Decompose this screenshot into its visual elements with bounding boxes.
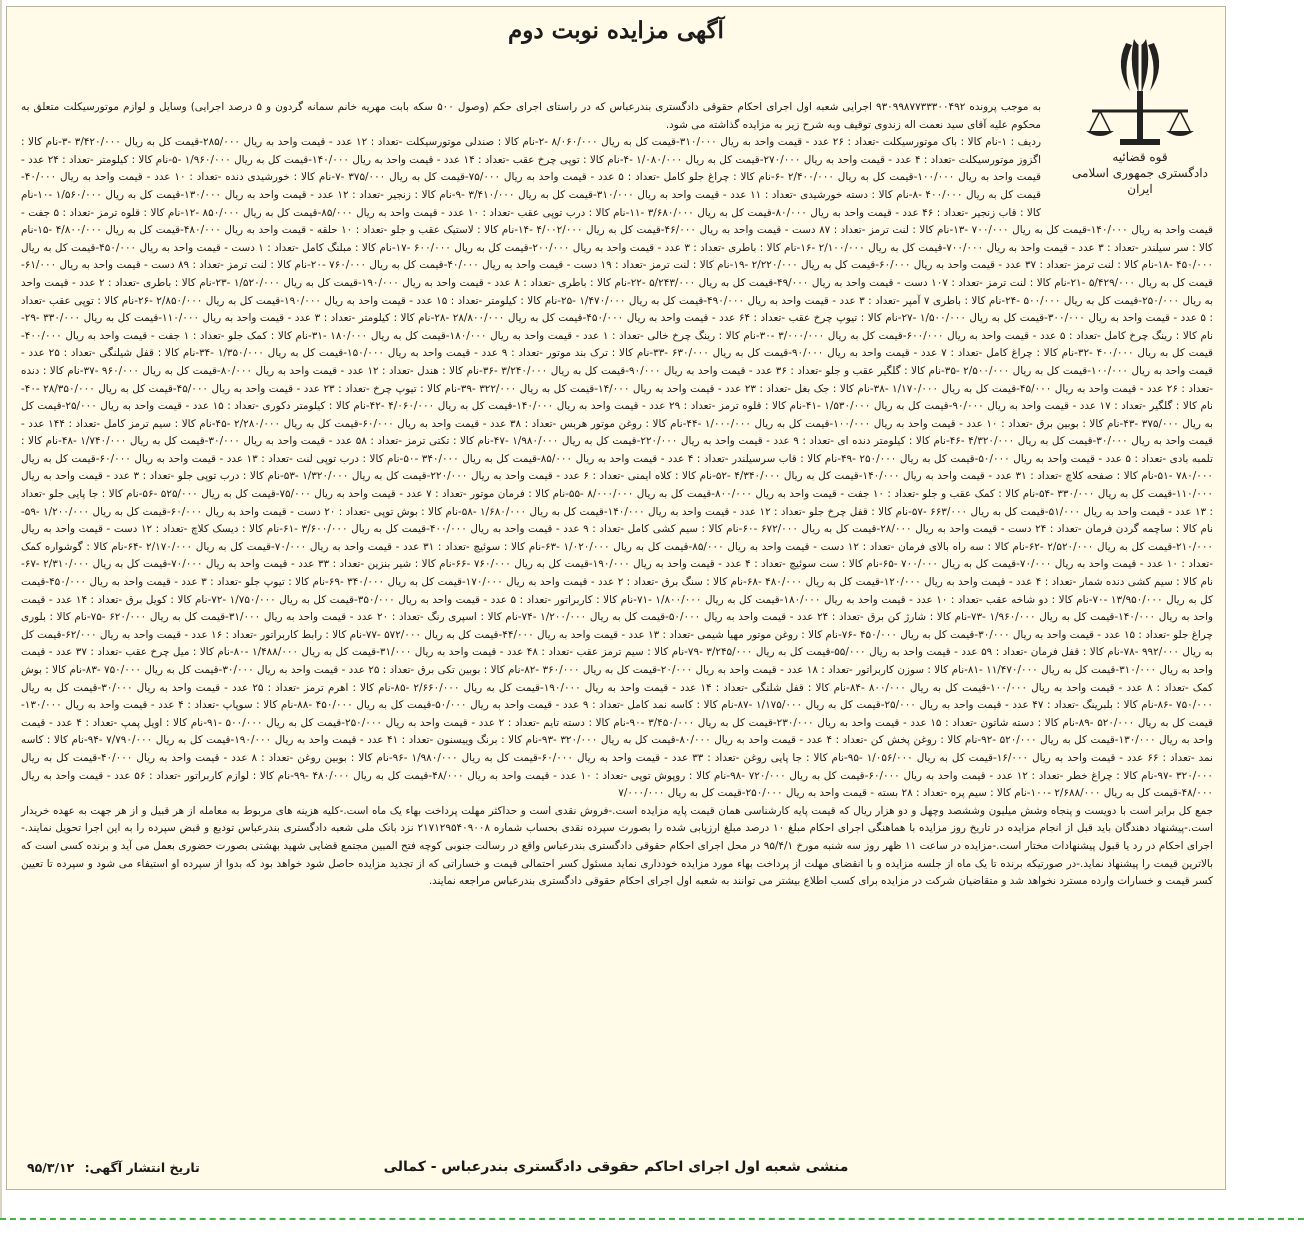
notice-signature: منشی شعبه اول اجرای احاکم حقوقی دادگستری بندرعباس - کمالی — [383, 1159, 849, 1175]
notice-footer — [7, 1157, 1225, 1183]
page-edge-rule — [0, 0, 2, 1218]
publication-date-value: ۹۵/۳/۱۲ — [27, 1160, 75, 1175]
emblem-caption-ministry: دادگستری جمهوری اسلامی ایران — [1072, 166, 1208, 196]
notice-intro: به موجب پرونده ۹۳۰۹۹۸۷۷۳۳۳۰۰۴۹۲ اجرایی شعبه اول اجرای احکام حقوقی دادگستری بندرعباس که در راستای اجرای حکم (وصول ۵۰۰ سکه بابت مهریه خانم سمانه گردون و ۵ درصد اجرایی) وسایل و لوازم موتورسیکلت متعلق به محکوم علیه آقای سید نعمت اله زندوی توقیف وبه شرح زیر به مزایده گذاشته می شود. — [21, 101, 1041, 131]
publication-date-label: تاریخ انتشار آگهی: — [84, 1160, 200, 1175]
publication-date — [27, 1160, 200, 1175]
next-notice-border — [0, 1218, 1304, 1248]
auction-items-list: ردیف : ۱-نام کالا : باک موتورسیکلت -تعداد : ۲۶ عدد - قیمت واحد به ریال ۳۱۰/۰۰۰-قیمت کل به ریال ۸/۰۶۰/۰۰۰ -۲-نام کالا : صندلی موتورسیکلت -تعداد : ۱۲ عدد - قیمت واحد به ریال ۲۸۵/۰۰۰-قیمت کل به ریال ۳/۴۲۰/۰۰۰ -۳-نام کالا : اگزوز موتورسیکلت -تعداد : ۴ عدد - قیمت واحد به ریال ۲۷۰/۰۰۰-قیمت کل به ریال ۱/۰۸۰/۰۰۰ -۴-نام کالا : توپی چرخ عقب -تعداد : ۱۴ عدد - قیمت واحد به ریال ۱۴۰/۰۰۰-قیمت کل به ریال ۱/۹۶۰/۰۰۰ -۵-نام کالا : کیلومتر -تعداد : ۲۴ عدد - قیمت واحد به ریال ۱۰۰/۰۰۰-قیمت کل به ریال ۲/۴۰۰/۰۰۰ -۶-نام کالا : چراغ جلو کامل -تعداد : ۵ عدد - قیمت واحد به ریال ۷۵/۰۰۰-قیمت کل به ریال ۳۷۵/۰۰۰ -۷-نام کالا : خورشیدی دنده -تعداد : ۱۰ عدد - قیمت واحد به ریال ۴۰/۰۰۰-قیمت کل به ریال ۴۰۰/۰۰۰ -۸-نام کالا : دسته خورشیدی -تعداد : ۱۱ عدد - قیمت واحد به ریال ۳۱۰/۰۰۰-قیمت کل به ریال ۳/۴۱۰/۰۰۰ -۹-نام کالا : زنجیر -تعداد : ۱۲ عدد - قیمت واحد به ریال ۱۳۰/۰۰۰-قیمت کل به ریال ۱/۵۶۰/۰۰۰ -۱۰-نام کالا : قاب زنجیر -تعداد : ۴۶ عدد - قیمت واحد به ریال ۸۰/۰۰۰-قیمت کل به ریال ۳/۶۸۰/۰۰۰ -۱۱-نام کالا : درب توپی عقب -تعداد : ۱۰ عدد - قیمت واحد به ریال ۸۵/۰۰۰-قیمت کل به ریال ۸۵۰/۰۰۰ -۱۲-نام کالا : قلوه ترمز -تعداد : ۵ جفت - قیمت واحد به ریال ۱۴۰/۰۰۰-قیمت کل به ریال ۷۰۰/۰۰۰ -۱۳-نام کالا : لنت ترمز -تعداد : ۸۷ دست - قیمت واحد به ریال ۴۶/۰۰۰-قیمت کل به ریال ۴/۰۰۲/۰۰۰ -۱۴-نام کالا : لاستیک عقب و جلو -تعداد : ۱۰ حلقه - قیمت واحد به ریال ۴۸۰/۰۰۰-قیمت کل به ریال ۴/۸۰۰/۰۰۰ -۱۵-نام کالا : سر سیلندر -تعداد : ۳ عدد - قیمت واحد به ریال ۷۰۰/۰۰۰-قیمت کل به ریال ۲/۱۰۰/۰۰۰ -۱۶-نام کالا : باطری -تعداد : ۳ عدد - قیمت واحد به ریال ۲۰۰/۰۰۰-قیمت کل به ریال ۶۰۰/۰۰۰ -۱۷-نام کالا : مبلنگ کامل -تعداد : ۱ دست - قیمت واحد به ریال ۴۵۰/۰۰۰-قیمت کل به ریال ۴۵۰/۰۰۰ -۱۸-نام کالا : لنت ترمز -تعداد : ۳۷ عدد - قیمت واحد به ریال ۶۰/۰۰۰-قیمت کل به ریال ۲/۲۲۰/۰۰۰ -۱۹-نام کالا : لنت ترمز -تعداد : ۱۹ دست - قیمت واحد به ریال ۴۰/۰۰۰-قیمت کل به ریال ۷۶۰/۰۰۰ -۲۰-نام کالا : لنت ترمز -تعداد : ۸۹ دست - قیمت واحد به ریال ۶۱/۰۰۰-قیمت کل به ریال ۵/۴۲۹/۰۰۰ -۲۱-نام کالا : لنت ترمز -تعداد : ۱۰۷ دست - قیمت واحد به ریال ۴۹/۰۰۰-قیمت کل به ریال ۵/۲۴۳/۰۰۰ -۲۲-نام کالا : باطری -تعداد : ۸ عدد - قیمت واحد به ریال ۱۹۰/۰۰۰-قیمت کل به ریال ۱/۵۲۰/۰۰۰ -۲۳-نام کالا : باطری -تعداد : ۲ عدد - قیمت واحد به ریال ۲۵۰/۰۰۰-قیمت کل به ریال ۵۰۰/۰۰۰ -۲۴-نام کالا : باطری ۷ آمپر -تعداد : ۳ عدد - قیمت واحد به ریال ۴۹۰/۰۰۰-قیمت کل به ریال ۱/۴۷۰/۰۰۰ -۲۵-نام کالا : کیلومتر -تعداد : ۱۵ عدد - قیمت واحد به ریال ۱۹۰/۰۰۰-قیمت کل به ریال ۲/۸۵۰/۰۰۰ -۲۶-نام کالا : توپی عقب -تعداد : ۵ عدد - قیمت واحد به ریال ۳۰۰/۰۰۰-قیمت کل به ریال ۱/۵۰۰/۰۰۰ -۲۷-نام کالا : تیوپ چرخ عقب -تعداد : ۶۴ عدد - قیمت واحد به ریال ۴۵۰/۰۰۰-قیمت کل به ریال ۲۸/۸۰۰/۰۰۰ -۲۸-نام کالا : کیلومتر -تعداد : ۳ عدد - قیمت واحد به ریال ۱۱۰/۰۰۰-قیمت کل به ریال ۳۳۰/۰۰۰ -۲۹-نام کالا : رینگ چرخ کامل -تعداد : ۵ عدد - قیمت واحد به ریال ۶۰۰/۰۰۰-قیمت کل به ریال ۳/۰۰۰/۰۰۰ -۳۰-نام کالا : رینگ چرخ خالی -تعداد : ۱ عدد - قیمت واحد به ریال ۱۸۰/۰۰۰-قیمت کل به ریال ۱۸۰/۰۰۰ -۳۱-نام کالا : کمک جلو -تعداد : ۱ جفت - قیمت واحد به ریال ۴۰۰/۰۰۰-قیمت کل به ریال ۴۰۰/۰۰۰ -۳۲-نام کالا : چراغ کامل -تعداد : ۷ عدد - قیمت واحد به ریال ۹۰/۰۰۰-قیمت کل به ریال ۶۳۰/۰۰۰ -۳۳-نام کالا : ترک بند موتور -تعداد : ۹ عدد - قیمت واحد به ریال ۱۵۰/۰۰۰-قیمت کل به ریال ۱/۳۵۰/۰۰۰ -۳۴-نام کالا : قفل شیلنگی -تعداد : ۲۵ عدد - قیمت واحد به ریال ۱۰۰/۰۰۰-قیمت کل به ریال ۲/۵۰۰/۰۰۰ -۳۵-نام کالا : گلگیر عقب و جلو -تعداد : ۳۶ عدد - قیمت واحد به ریال ۹۰/۰۰۰-قیمت کل به ریال ۳/۲۴۰/۰۰۰ -۳۶-نام کالا : هندل -تعداد : ۱۲ عدد - قیمت واحد به ریال ۸۰/۰۰۰-قیمت کل به ریال ۹۶۰/۰۰۰ -۳۷-نام کالا : دنده -تعداد : ۲۶ عدد - قیمت واحد به ریال ۴۵/۰۰۰-قیمت کل به ریال ۱/۱۷۰/۰۰۰ -۳۸-نام کالا : جک بغل -تعداد : ۲۳ عدد - قیمت واحد به ریال ۱۴/۰۰۰-قیمت کل به ریال ۳۲۲/۰۰۰ -۳۹-نام کالا : تیوپ چرخ -تعداد : ۲۳ عدد - قیمت واحد به ریال ۴۵/۰۰۰-قیمت کل به ریال ۲۸/۳۵۰/۰۰۰ -۴۰-نام کالا : گلگیر -تعداد : ۱۷ عدد - قیمت واحد به ریال ۹۰/۰۰۰-قیمت کل به ریال ۱/۵۳۰/۰۰۰ -۴۱-نام کالا : قلوه ترمز -تعداد : ۲۹ عدد - قیمت واحد به ریال ۱۴۰/۰۰۰-قیمت کل به ریال ۴/۰۶۰/۰۰۰ -۴۲-نام کالا : کیلومتر دکوری -تعداد : ۱۵ عدد - قیمت واحد به ریال ۲۵/۰۰۰-قیمت کل به ریال ۳۷۵/۰۰۰ -۴۳-نام کالا : بوبین برق -تعداد : ۱۰ عدد - قیمت واحد به ریال ۱۰۰/۰۰۰-قیمت کل به ریال ۱/۰۰۰/۰۰۰ -۴۴-نام کالا : روغن موتور هربس -تعداد : ۳۸ عدد - قیمت واحد به ریال ۶۰/۰۰۰-قیمت کل به ریال ۲/۲۸۰/۰۰۰ -۴۵-نام کالا : سیم ترمز کامل -تعداد : ۱۴۴ عدد - قیمت واحد به ریال ۳۰/۰۰۰-قیمت کل به ریال ۴/۳۲۰/۰۰۰ -۴۶-نام کالا : کیلومتر دنده ای -تعداد : ۹ عدد - قیمت واحد به ریال ۲۲۰/۰۰۰-قیمت کل به ریال ۱/۹۸۰/۰۰۰ -۴۷-نام کالا : تکتی ترمز -تعداد : ۵۸ عدد - قیمت واحد به ریال ۳۰/۰۰۰-قیمت کل به ریال ۱/۷۴۰/۰۰۰ -۴۸-نام کالا : تلمبه بادی -تعداد : ۵ عدد - قیمت واحد به ریال ۵۰/۰۰۰-قیمت کل به ریال ۲۵۰/۰۰۰ -۴۹-نام کالا : قاب سرسیلندر -تعداد : ۴ عدد - قیمت واحد به ریال ۸۵/۰۰۰-قیمت کل به ریال ۳۴۰/۰۰۰ -۵۰-نام کالا : درب توپی لنت -تعداد : ۱۳ عدد - قیمت واحد به ریال ۶۰/۰۰۰-قیمت کل به ریال ۷۸۰/۰۰۰ -۵۱-نام کالا : صفحه کلاچ -تعداد : ۳۱ عدد - قیمت واحد به ریال ۱۴۰/۰۰۰-قیمت کل به ریال ۴/۳۴۰/۰۰۰ -۵۲-نام کالا : کلاه ایمنی -تعداد : ۶ عدد - قیمت واحد به ریال ۲۲۰/۰۰۰-قیمت کل به ریال ۱/۳۲۰/۰۰۰ -۵۳-نام کالا : درب توپی جلو -تعداد : ۳ عدد - قیمت واحد به ریال ۱۱۰/۰۰۰-قیمت کل به ریال ۳۳۰/۰۰۰ -۵۴-نام کالا : کمک عقب و جلو -تعداد : ۱۰ جفت - قیمت واحد به ریال ۸۰۰/۰۰۰-قیمت کل به ریال ۸/۰۰۰/۰۰۰ -۵۵-نام کالا : فرمان موتور -تعداد : ۷ عدد - قیمت واحد به ریال ۷۵/۰۰۰-قیمت کل به ریال ۵۲۵/۰۰۰ -۵۶-نام کالا : جا پایی جلو -تعداد : ۱۳ عدد - قیمت واحد به ریال ۵۱/۰۰۰-قیمت کل به ریال ۶۶۳/۰۰۰ -۵۷-نام کالا : قفل چرخ جلو -تعداد : ۱۲ عدد - قیمت واحد به ریال ۱۴۰/۰۰۰-قیمت کل به ریال ۱/۶۸۰/۰۰۰ -۵۸-نام کالا : بوش توپی -تعداد : ۲۰ دست - قیمت واحد به ریال ۶۰/۰۰۰-قیمت کل به ریال ۱/۲۰۰/۰۰۰ -۵۹-نام کالا : ساچمه گردن فرمان -تعداد : ۲۴ دست - قیمت واحد به ریال ۲۸/۰۰۰-قیمت کل به ریال ۶۷۲/۰۰۰ -۶۰-نام کالا : سیم کشی کامل -تعداد : ۹ عدد - قیمت واحد به ریال ۴۰۰/۰۰۰-قیمت کل به ریال ۳/۶۰۰/۰۰۰ -۶۱-نام کالا : دیسک کلاچ -تعداد : ۱۲ دست - قیمت واحد به ریال ۲۱۰/۰۰۰-قیمت کل به ریال ۲/۵۲۰/۰۰۰ -۶۲-نام کالا : سه راه بالای فرمان -تعداد : ۱۲ دست - قیمت واحد به ریال ۸۵/۰۰۰-قیمت کل به ریال ۱/۰۲۰/۰۰۰ -۶۳-نام کالا : سوئیچ -تعداد : ۳۱ عدد - قیمت واحد به ریال ۷۰/۰۰۰-قیمت کل به ریال ۲/۱۷۰/۰۰۰ -۶۴-نام کالا : گوشواره کمک -تعداد : ۱۰ عدد - قیمت واحد به ریال ۷۰/۰۰۰-قیمت کل به ریال ۷۰۰/۰۰۰ -۶۵-نام کالا : ست سوئیچ -تعداد : ۴ عدد - قیمت واحد به ریال ۱۹۰/۰۰۰-قیمت کل به ریال ۷۶۰/۰۰۰ -۶۶-نام کالا : شیر بنزین -تعداد : ۳۳ عدد - قیمت واحد به ریال ۷۰/۰۰۰-قیمت کل به ریال ۲/۳۱۰/۰۰۰ -۶۷-نام کالا : سیم کشی دنده شمار -تعداد : ۴ عدد - قیمت واحد به ریال ۱۲۰/۰۰۰-قیمت کل به ریال ۴۸۰/۰۰۰ -۶۸-نام کالا : سنگ برق -تعداد : ۲ عدد - قیمت واحد به ریال ۱۷۰/۰۰۰-قیمت کل به ریال ۳۴۰/۰۰۰ -۶۹-نام کالا : تیوپ جلو -تعداد : ۳ عدد - قیمت واحد به ریال ۴۵۰/۰۰۰-قیمت کل به ریال ۱۳/۹۵۰/۰۰۰ -۷۰-نام کالا : دو شاخه عقب -تعداد : ۱۰ عدد - قیمت واحد به ریال ۱۸۰/۰۰۰-قیمت کل به ریال ۱/۸۰۰/۰۰۰ -۷۱-نام کالا : کاربراتور -تعداد : ۵ عدد - قیمت واحد به ریال ۳۵۰/۰۰۰-قیمت کل به ریال ۱/۷۵۰/۰۰۰ -۷۲-نام کالا : کویل برق -تعداد : ۱۴ عدد - قیمت واحد به ریال ۱۴۰/۰۰۰-قیمت کل به ریال ۱/۹۶۰/۰۰۰ -۷۳-نام کالا : شارژ کن برق -تعداد : ۲۴ عدد - قیمت واحد به ریال ۵۰/۰۰۰-قیمت کل به ریال ۱/۲۰۰/۰۰۰ -۷۴-نام کالا : اسپری رنگ -تعداد : ۲۰ عدد - قیمت واحد به ریال ۳۱/۰۰۰-قیمت کل به ریال ۶۲۰/۰۰۰ -۷۵-نام کالا : بلوری چراغ جلو -تعداد : ۱۵ عدد - قیمت واحد به ریال ۳۰/۰۰۰-قیمت کل به ریال ۴۵۰/۰۰۰ -۷۶-نام کالا : روغن موتور مهیا شیمی -تعداد : ۱۳ عدد - قیمت واحد به ریال ۴۴/۰۰۰-قیمت کل به ریال ۵۷۲/۰۰۰ -۷۷-نام کالا : رابط کاربراتور -تعداد : ۱۶ عدد - قیمت واحد به ریال ۶۲/۰۰۰-قیمت کل به ریال ۹۹۲/۰۰۰ -۷۸-نام کالا : قفل فرمان -تعداد : ۵۹ عدد - قیمت واحد به ریال ۵۵/۰۰۰-قیمت کل به ریال ۳/۲۴۵/۰۰۰ -۷۹-نام کالا : سیم ترمز عقب -تعداد : ۴۸ عدد - قیمت واحد به ریال ۳۱/۰۰۰-قیمت کل به ریال ۱/۴۸۸/۰۰۰ -۸۰-نام کالا : میل چرخ عقب -تعداد : ۳۷ عدد - قیمت واحد به ریال ۳۱۰/۰۰۰-قیمت کل به ریال ۱۱/۴۷۰/۰۰۰ -۸۱-نام کالا : سوزن کاربراتور -تعداد : ۱۸ عدد - قیمت واحد به ریال ۲۰/۰۰۰-قیمت کل به ریال ۳۶۰/۰۰۰ -۸۲-نام کالا : بوبین تکی برق -تعداد : ۲۵ عدد - قیمت واحد به ریال ۳۰/۰۰۰-قیمت کل به ریال ۷۵۰/۰۰۰ -۸۳-نام کالا : بوش کمک -تعداد : ۸ عدد - قیمت واحد به ریال ۱۰۰/۰۰۰-قیمت کل به ریال ۸۰۰/۰۰۰ -۸۴-نام کالا : قفل شلنگی -تعداد : ۱۴ عدد - قیمت واحد به ریال ۱۹۰/۰۰۰-قیمت کل به ریال ۲/۶۶۰/۰۰۰ -۸۵-نام کالا : اهرم ترمز -تعداد : ۲۵ عدد - قیمت واحد به ریال ۳۰/۰۰۰-قیمت کل به ریال ۷۵۰/۰۰۰ -۸۶-نام کالا : بلبرینگ -تعداد : ۴۷ عدد - قیمت واحد به ریال ۲۵/۰۰۰-قیمت کل به ریال ۱/۱۷۵/۰۰۰ -۸۷-نام کالا : کاسه نمد کامل -تعداد : ۹ عدد - قیمت واحد به ریال ۵۰/۰۰۰-قیمت کل به ریال ۴۵۰/۰۰۰ -۸۸-نام کالا : سوپاپ -تعداد : ۴ عدد - قیمت واحد به ریال ۱۳۰/۰۰۰-قیمت کل به ریال ۵۲۰/۰۰۰ -۸۹-نام کالا : دسته شاتون -تعداد : ۱۵ عدد - قیمت واحد به ریال ۲۳۰/۰۰۰-قیمت کل به ریال ۳/۴۵۰/۰۰۰ -۹۰-نام کالا : دسته تایم -تعداد : ۲ عدد - قیمت واحد به ریال ۲۵۰/۰۰۰-قیمت کل به ریال ۵۰۰/۰۰۰ -۹۱-نام کالا : اویل پمپ -تعداد : ۴ عدد - قیمت واحد به ریال ۱۳۰/۰۰۰-قیمت کل به ریال ۵۲۰/۰۰۰ -۹۲-نام کالا : روغن پخش کن -تعداد : ۴ عدد - قیمت واحد به ریال ۸۰/۰۰۰-قیمت کل به ریال ۳۲۰/۰۰۰ -۹۳-نام کالا : برنگ وییسنون -تعداد : ۴۱ عدد - قیمت واحد به ریال ۱۹۰/۰۰۰-قیمت کل به ریال ۷/۷۹۰/۰۰۰ -۹۴-نام کالا : کاسه نمد -تعداد : ۶۶ عدد - قیمت واحد به ریال ۱۶/۰۰۰-قیمت کل به ریال ۱/۰۵۶/۰۰۰ -۹۵-نام کالا : جا پایی روغن -تعداد : ۳۳ عدد - قیمت واحد به ریال ۶۰/۰۰۰-قیمت کل به ریال ۱/۹۸۰/۰۰۰ -۹۶-نام کالا : بوبین روغن -تعداد : ۸ عدد - قیمت واحد به ریال ۴۰/۰۰۰-قیمت کل به ریال ۳۲۰/۰۰۰ -۹۷-نام کالا : چراغ خطر -تعداد : ۱۲ عدد - قیمت واحد به ریال ۶۰/۰۰۰-قیمت کل به ریال ۷۲۰/۰۰۰ -۹۸-نام کالا : روپوش توپی -تعداد : ۱۰ عدد - قیمت واحد به ریال ۴۸/۰۰۰-قیمت کل به ریال ۴۸۰/۰۰۰ -۹۹-نام کالا : لوازم کاربراتور -تعداد : ۵۶ عدد - قیمت واحد به ریال ۴۸/۰۰۰-قیمت کل به ریال ۲/۶۸۸/۰۰۰ -۱۰۰-نام کالا : سیم پره -تعداد : ۲۸ بسته - قیمت واحد به ریال ۲۵۰/۰۰۰-قیمت کل به ریال ۷/۰۰۰/۰۰۰ — [21, 136, 1214, 800]
emblem-spacer — [1041, 99, 1213, 221]
notice-body — [21, 99, 1213, 891]
auction-notice — [6, 6, 1226, 1190]
auction-terms: جمع کل برابر است با دویست و پنجاه وشش میلیون وششصد وچهل و دو هزار ریال که قیمت پایه کارشناسی همان قیمت پایه مزایده است.-فروش نقدی است و حداکثر مهلت پرداخت بهاء یک ماه است.-کلیه هزینه های مربوط به معامله از هر قبیل و از هر جهت به عهده خریدار است.-پیشنهاد دهندگان باید قبل از انجام مزایده در تاریخ روز مزایده با هماهنگی اجرای احکام مبلغ ۱۰ درصد مبلغ ارزیابی شده را بصورت سپرده نقدی بحساب شماره ۲۱۷۱۲۹۵۴۰۹۰۰۸ نزد بانک ملی شعبه دادگستری بندرعباس تودیع و قبض سپرده را به این اجرا تحویل نمایند.-اجرای احکام در رد یا قبول پیشنهادات مختار است.-مزایده در ساعت ۱۱ ظهر روز سه شنبه مورخ ۹۵/۴/۱ در محل اجرای احکام حقوقی دادگستری بندرعباس واقع در رسالت جنوبی کوچه فتح المبین مجتمع قضایی شهید بهشتی بصورت حضوری بعمل می آید و برنده کسی است که بالاترین قیمت را پیشنهاد نماید.-در صورتیکه برنده تا یک ماه از جلسه مزایده و با انقضای مهلت از پرداخت بهاء مورد مزایده خودداری نماید مسئول کسر احتمالی قیمت و خساراتی که از تجدید مزایده حاصل شود خواهد بود که بدوا از سپرده او استیفاء می شود و سپرده تا تعیین کسر قیمت و خسارات وارده مسترد نخواهد شد و متقاضیان شرکت در مزایده برای کسب اطلاع بیشتر می توانند به شعبه اول اجرای احکام حقوقی دادگستری بندرعباس مراجعه نمایند. — [21, 804, 1213, 888]
emblem-caption-judiciary: قوه قضائیه — [1112, 150, 1168, 164]
notice-title: آگهی مزایده نوبت دوم — [508, 17, 724, 44]
